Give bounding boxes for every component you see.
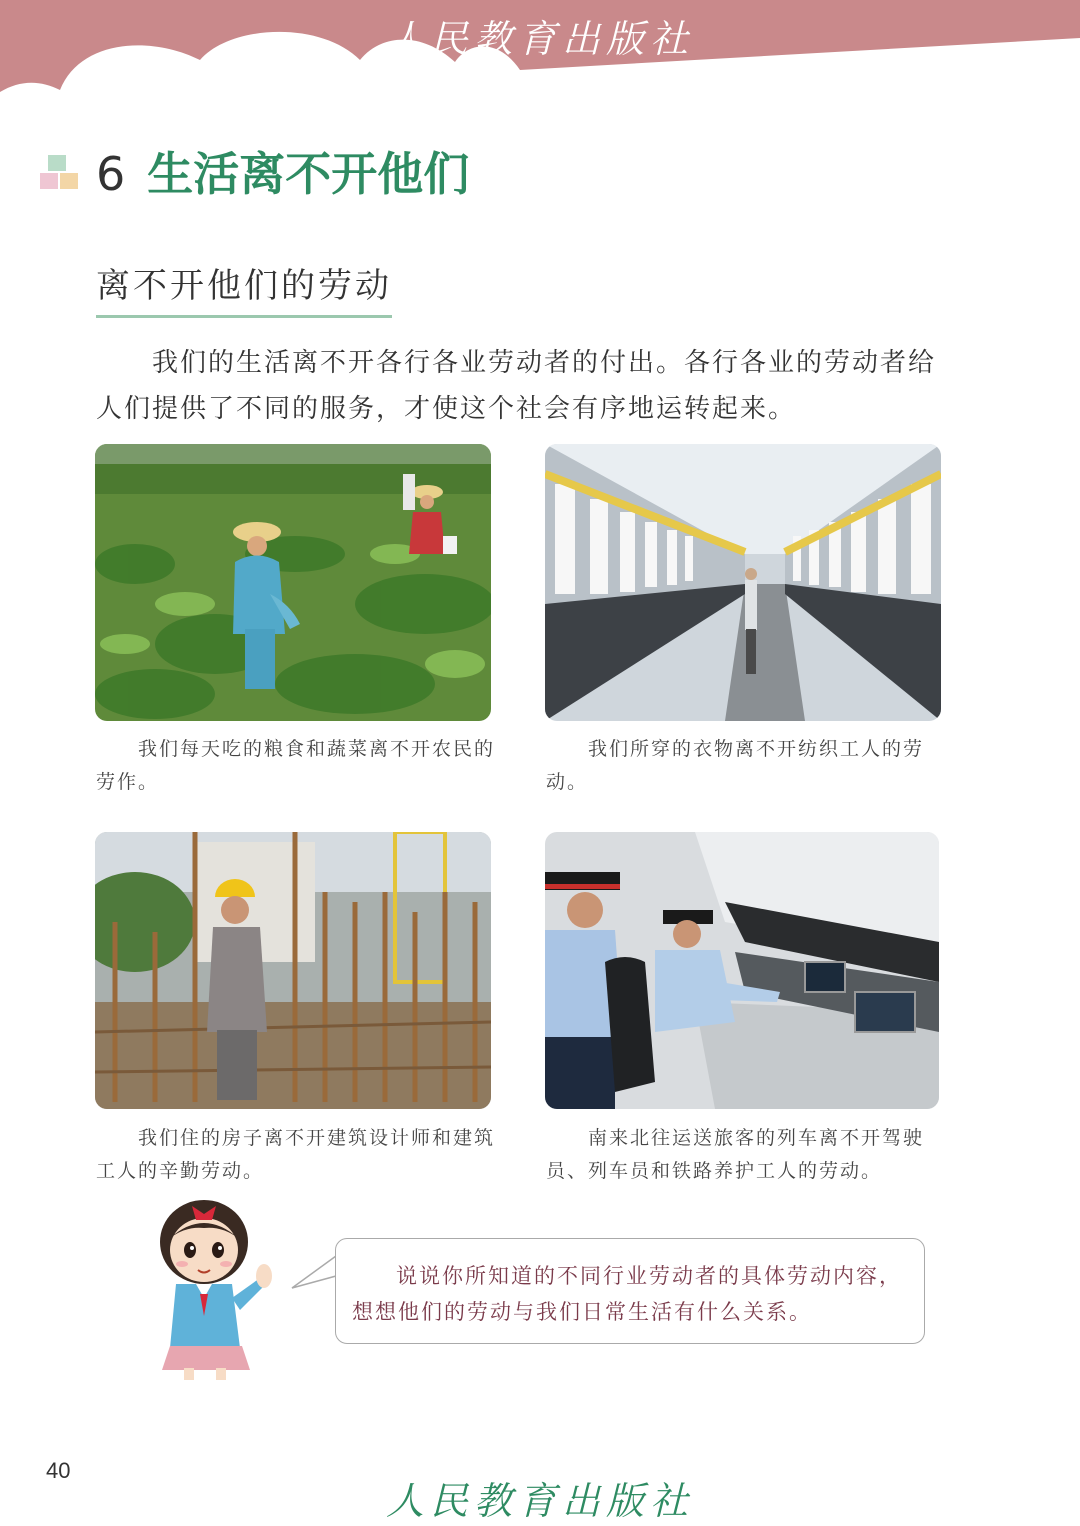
activity-prompt: 说说你所知道的不同行业劳动者的具体劳动内容，想想他们的劳动与我们日常生活有什么关系。 xyxy=(352,1264,902,1324)
construction-worker-photo xyxy=(95,832,491,1109)
textile-factory-photo xyxy=(545,444,941,721)
page-number: 40 xyxy=(46,1458,71,1483)
section-title: 离不开他们的劳动 xyxy=(96,258,392,318)
speech-bubble-tail xyxy=(290,1236,340,1296)
lesson-squares-icon xyxy=(40,155,80,191)
caption-construction: 我们住的房子离不开建筑设计师和建筑工人的辛勤劳动。 xyxy=(96,1127,496,1182)
farmer-photo xyxy=(95,444,491,721)
train-cab-photo xyxy=(545,832,939,1109)
caption-train: 南来北往运送旅客的列车离不开驾驶员、列车员和铁路养护工人的劳动。 xyxy=(546,1127,925,1182)
lesson-title xyxy=(96,138,469,204)
caption-textile: 我们所穿的衣物离不开纺织工人的劳动。 xyxy=(546,738,925,793)
lesson-title-text: 生活离不开他们 xyxy=(147,147,470,201)
lesson-number: 6 xyxy=(96,147,126,201)
publisher-footer: 人民教育出版社 xyxy=(385,1479,694,1523)
intro-paragraph: 我们的生活离不开各行各业劳动者的付出。各行各业的劳动者给人们提供了不同的服务，才使这个社会有序地运转起来。 xyxy=(96,348,937,424)
publisher-header: 人民教育出版社 xyxy=(385,17,694,61)
girl-student-illustration xyxy=(152,1198,282,1380)
caption-farmers: 我们每天吃的粮食和蔬菜离不开农民的劳作。 xyxy=(96,738,496,793)
